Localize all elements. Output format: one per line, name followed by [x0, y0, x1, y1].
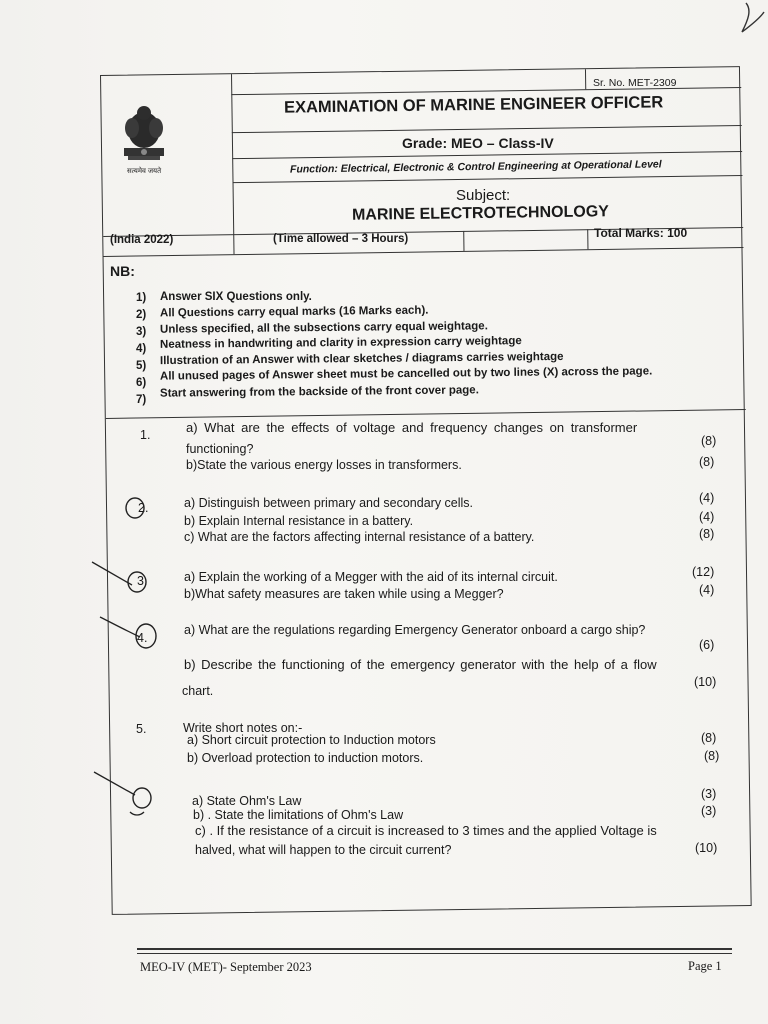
emblem-caption: सत्यमेव जयते [127, 168, 162, 175]
footer-exam-code: MEO-IV (MET)- September 2023 [140, 960, 312, 974]
question-part: c) What are the factors affecting internal resistance of a battery. [184, 530, 535, 544]
subject-label: Subject: [456, 187, 511, 204]
instruction-number: 1) [136, 292, 147, 304]
header-divider [587, 229, 588, 249]
handwritten-marks [90, 490, 170, 830]
question-number: 1. [140, 428, 151, 442]
question-marks: (10) [694, 675, 717, 689]
question-marks: (10) [695, 841, 718, 855]
instructions-rule [106, 409, 746, 419]
question-part: b) Describe the functioning of the emergency generator with the help of a flow [184, 657, 657, 672]
footer-rule [137, 948, 732, 950]
question-part: halved, what will happen to the circuit current? [195, 843, 452, 857]
question-part: a) What are the effects of voltage and frequency changes on transformer [186, 420, 638, 435]
instruction-item: Start answering from the backside of the front cover page. [159, 384, 479, 400]
question-part: b)State the various energy losses in transformers. [186, 458, 462, 472]
instruction-number: 6) [136, 377, 147, 389]
question-part: Write short notes on:- [183, 721, 303, 735]
header-rule [232, 125, 742, 133]
question-marks: (8) [701, 434, 717, 448]
corner-scribble-icon [728, 0, 768, 45]
header-rule [233, 175, 743, 183]
question-part: chart. [182, 684, 214, 698]
exam-title: EXAMINATION OF MARINE ENGINEER OFFICER [283, 93, 664, 117]
question-number: 4. [137, 631, 148, 645]
question-marks: (4) [699, 510, 715, 524]
instructions-heading: NB: [110, 263, 135, 279]
header-divider [231, 74, 235, 254]
instruction-number: 4) [136, 343, 147, 355]
instruction-item: Answer SIX Questions only. [160, 291, 312, 303]
instruction-number: 7) [136, 394, 147, 406]
question-part: a) Distinguish between primary and secondary cells. [184, 496, 474, 510]
question-part: functioning? [186, 442, 254, 456]
header-divider [463, 231, 464, 251]
question-marks: (8) [704, 749, 720, 763]
question-marks: (3) [701, 787, 717, 801]
question-marks: (8) [701, 731, 717, 745]
question-number: 2. [138, 501, 149, 515]
exam-frame [100, 66, 752, 915]
subject-name: MARINE ELECTROTECHNOLOGY [351, 203, 609, 224]
function-line: Function: Electrical, Electronic & Control Engineering at Operational Level [289, 158, 662, 176]
question-marks: (12) [692, 565, 715, 579]
question-part: b) . State the limitations of Ohm's Law [193, 808, 404, 822]
question-marks: (4) [699, 583, 715, 597]
time-allowed: (Time allowed – 3 Hours) [273, 233, 409, 245]
total-marks: Total Marks: 100 [594, 226, 688, 240]
instruction-number: 3) [136, 326, 147, 338]
header-rule [104, 247, 744, 257]
instruction-number: 2) [136, 309, 147, 321]
question-part: a) Explain the working of a Megger with the aid of its internal circuit. [184, 570, 558, 584]
question-part: a) State Ohm's Law [192, 794, 302, 808]
question-marks: (6) [699, 638, 715, 652]
instruction-item: All Questions carry equal marks (16 Marks each). [159, 304, 429, 320]
footer-rule [137, 953, 732, 954]
header-divider [585, 69, 586, 89]
question-number: 5. [136, 722, 147, 736]
instruction-number: 5) [136, 360, 147, 372]
question-part: b) Overload protection to induction motors. [187, 751, 424, 765]
question-part: a) What are the regulations regarding Emergency Generator onboard a cargo ship? [184, 623, 646, 637]
question-part: a) Short circuit protection to Induction motors [187, 733, 436, 747]
page-number: Page 1 [688, 959, 722, 973]
question-marks: (8) [699, 527, 715, 541]
instruction-item: Unless specified, all the subsections carry equal weightage. [159, 320, 488, 336]
question-marks: (4) [699, 491, 715, 505]
question-marks: (8) [699, 455, 715, 469]
question-part: b)What safety measures are taken while using a Megger? [184, 587, 504, 601]
country-year: (India 2022) [110, 234, 174, 246]
instruction-item: All unused pages of Answer sheet must be cancelled out by two lines (X) across the page. [159, 365, 653, 383]
grade: Grade: MEO – Class-IV [402, 135, 554, 151]
instruction-item: Neatness in handwriting and clarity in expression carry weightage [159, 335, 522, 351]
serial-number: Sr. No. MET-2309 [593, 77, 677, 89]
header-rule [232, 151, 742, 159]
question-part: b) Explain Internal resistance in a battery. [184, 514, 414, 528]
instruction-item: Illustration of an Answer with clear sketches / diagrams carries weightage [159, 350, 564, 368]
question-number: 3. [137, 574, 148, 588]
question-part: c) . If the resistance of a circuit is increased to 3 times and the applied Voltage is [195, 823, 657, 838]
question-marks: (3) [701, 804, 717, 818]
